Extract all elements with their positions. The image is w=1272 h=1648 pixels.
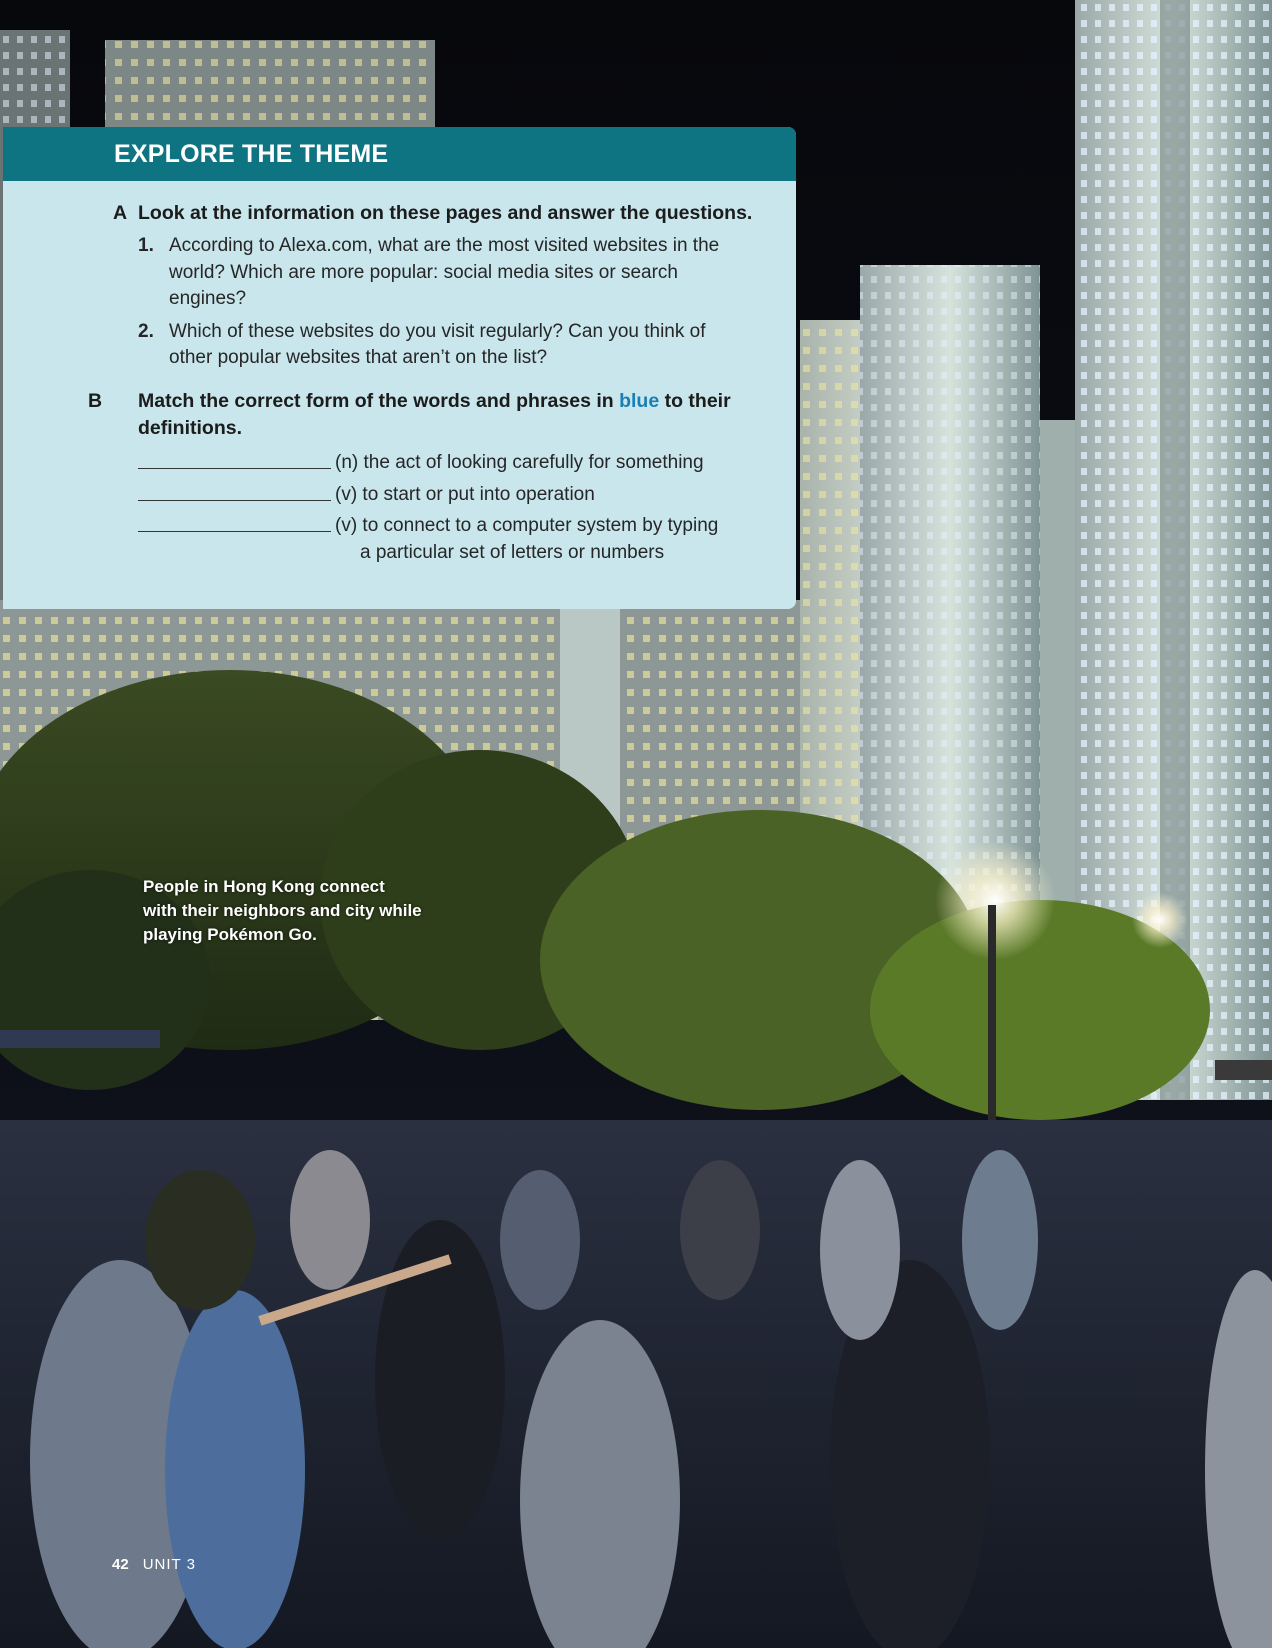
explore-theme-panel [3,127,796,609]
question-item [138,319,729,372]
definition-text: (n) the act of looking carefully for something [335,452,704,473]
question-text: According to Alexa.com, what are the most visited websites in the world? Which are more popular: social media sites or search engines? [169,235,720,309]
question-text: Which of these websites do you visit regularly? Can you think of other popular websites that aren’t on the list? [169,320,706,368]
section-a-instruction [113,200,793,227]
answer-blank[interactable] [138,513,331,532]
panel-title: EXPLORE THE THEME [3,127,796,181]
question-number: 1. [138,235,154,256]
section-a [113,200,793,372]
definition-row [138,482,793,510]
definition-row [138,513,793,566]
definition-row [138,450,793,478]
definition-text: (v) to start or put into operation [335,483,595,505]
section-b-instruction-text: Match the correct form of the words and phrases in [138,390,620,412]
question-item [138,233,729,313]
section-a-letter: A [113,202,128,224]
section-a-instruction-text: Look at the information on these pages and answer the questions. [138,202,753,224]
definition-text-continued: a particular set of letters or numbers [360,541,665,563]
section-b-instruction-end: to their definitions. [138,390,731,439]
definition-text: (v) to connect to a computer system by typing [335,515,719,536]
page-number: 42 [112,1556,129,1573]
unit-label: UNIT 3 [142,1556,196,1573]
answer-blank[interactable] [138,482,331,501]
section-b-letter: B [88,390,103,412]
blue-keyword: blue [619,390,660,412]
section-b [88,388,793,566]
answer-blank[interactable] [138,450,331,469]
photo-caption: People in Hong Kong connect with their neighbors and city while playing Pokémon Go. [143,877,422,944]
question-number: 2. [138,320,154,342]
section-b-instruction [88,388,778,442]
page-footer [112,1556,196,1573]
